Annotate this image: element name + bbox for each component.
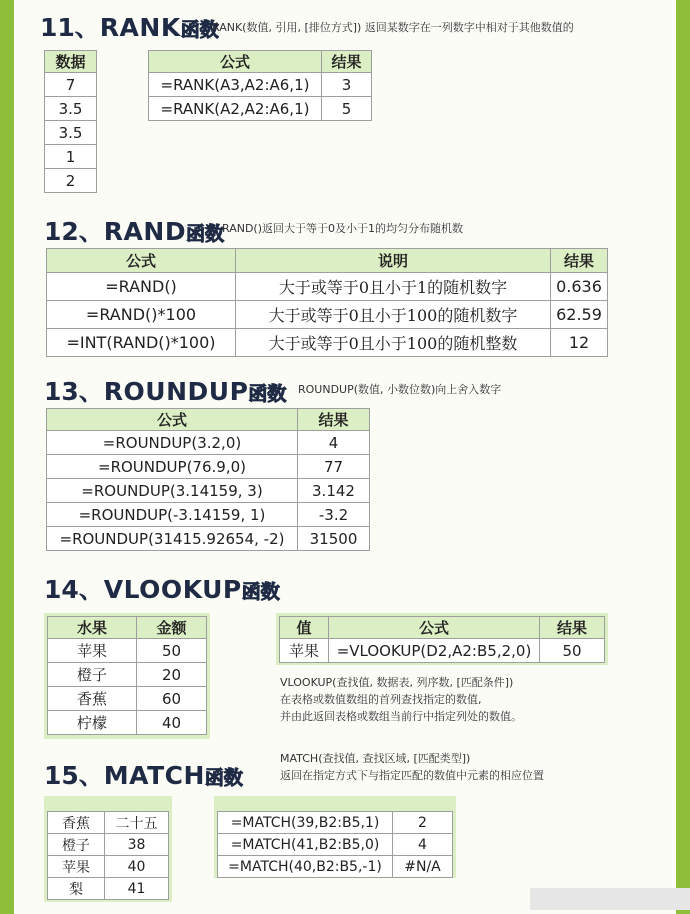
rank-formula-table [148,50,372,121]
section-12-description: RAND()返回大于等于0及小于1的均匀分布随机数 [222,222,463,235]
amount-cell: 40 [137,711,207,735]
match-syntax: MATCH(查找值, 查找区域, [匹配类型]) [280,752,471,765]
function-name: RAND [103,217,187,246]
result-cell: 4 [393,834,453,856]
item-name-cell: 梨 [48,878,105,900]
vlookup-description: 并由此返回表格或数组当前行中指定列处的数值。 [280,710,522,723]
result-cell: 0.636 [551,273,608,301]
function-suffix: 函数 [204,767,243,789]
formula-cell: =MATCH(40,B2:B5,-1) [218,856,393,878]
function-suffix: 函数 [186,223,225,245]
fruit-table [47,616,207,735]
section-number: 12、 [44,217,104,246]
column-header: 结果 [540,617,605,639]
fruit-cell: 苹果 [48,639,137,663]
formula-cell: =ROUNDUP(76.9,0) [47,455,298,479]
formula-cell: =RAND()*100 [47,301,236,329]
description-cell: 大于或等于0且小于100的随机数字 [236,301,551,329]
result-cell: 31500 [298,527,370,551]
result-cell: 62.59 [551,301,608,329]
value-cell: 苹果 [280,639,329,663]
column-header: 公式 [149,51,322,73]
formula-cell: =RANK(A2,A2:A6,1) [149,97,322,121]
item-value-cell: 40 [105,856,169,878]
fruit-cell: 橙子 [48,663,137,687]
column-header: 公式 [47,249,236,273]
column-header: 数据 [45,51,97,73]
match-items-table [47,811,169,900]
fruit-cell: 香蕉 [48,687,137,711]
result-cell: 3 [322,73,372,97]
column-header: 结果 [322,51,372,73]
function-name: VLOOKUP [103,575,242,604]
section-13-title [44,372,286,408]
column-header: 金额 [137,617,207,639]
data-cell: 3.5 [45,121,97,145]
section-number: 13、 [44,377,104,406]
data-cell: 1 [45,145,97,169]
function-name: ROUNDUP [103,377,249,406]
function-suffix: 函数 [241,581,280,603]
amount-cell: 20 [137,663,207,687]
formula-cell: =MATCH(41,B2:B5,0) [218,834,393,856]
item-value-cell: 二十五 [105,812,169,834]
fruit-cell: 柠檬 [48,711,137,735]
column-header: 说明 [236,249,551,273]
section-number: 15、 [44,761,104,790]
function-name: MATCH [103,761,205,790]
result-cell: 77 [298,455,370,479]
result-cell: 2 [393,812,453,834]
vlookup-syntax: VLOOKUP(查找值, 数据表, 列序数, [匹配条件]) [280,676,514,689]
formula-cell: =ROUNDUP(31415.92654, -2) [47,527,298,551]
data-cell: 7 [45,73,97,97]
result-cell: 4 [298,431,370,455]
formula-cell: =RANK(A3,A2:A6,1) [149,73,322,97]
formula-cell: =VLOOKUP(D2,A2:B5,2,0) [329,639,540,663]
item-value-cell: 41 [105,878,169,900]
column-header: 结果 [298,409,370,431]
amount-cell: 50 [137,639,207,663]
result-cell: 5 [322,97,372,121]
section-number: 14、 [44,575,104,604]
formula-cell: =ROUNDUP(3.14159, 3) [47,479,298,503]
rand-table [46,248,608,357]
column-header: 公式 [47,409,298,431]
formula-cell: =ROUNDUP(-3.14159, 1) [47,503,298,527]
amount-cell: 60 [137,687,207,711]
item-value-cell: 38 [105,834,169,856]
function-suffix: 函数 [248,383,287,405]
roundup-table [46,408,370,551]
lookup-table [279,616,605,663]
result-cell: 12 [551,329,608,357]
section-14-title [44,570,280,606]
vlookup-description: 在表格或数值数组的首列查找指定的数值, [280,693,482,706]
function-suffix: 函数 [180,19,219,41]
section-11-description: RANK(数值, 引用, [排位方式]) 返回某数字在一列数字中相对于其他数值的 [212,21,574,34]
description-cell: 大于或等于0且小于100的随机整数 [236,329,551,357]
column-header: 结果 [551,249,608,273]
result-cell: 3.142 [298,479,370,503]
section-15-title [44,756,243,792]
rank-data-table [44,50,97,193]
section-13-description: ROUNDUP(数值, 小数位数)向上舍入数字 [298,383,502,396]
formula-cell: =MATCH(39,B2:B5,1) [218,812,393,834]
item-name-cell: 香蕉 [48,812,105,834]
function-name: RANK [99,13,181,42]
item-name-cell: 苹果 [48,856,105,878]
data-cell: 3.5 [45,97,97,121]
formula-cell: =INT(RAND()*100) [47,329,236,357]
section-12-title [44,212,224,248]
column-header: 水果 [48,617,137,639]
result-cell: #N/A [393,856,453,878]
formula-cell: =ROUNDUP(3.2,0) [47,431,298,455]
result-cell: 50 [540,639,605,663]
formula-cell: =RAND() [47,273,236,301]
section-number: 11、 [40,13,100,42]
column-header: 值 [280,617,329,639]
match-description: 返回在指定方式下与指定匹配的数值中元素的相应位置 [280,769,544,782]
watermark-bar [530,888,690,910]
section-11-title [40,8,219,44]
match-formula-table [217,811,453,878]
item-name-cell: 橙子 [48,834,105,856]
description-cell: 大于或等于0且小于1的随机数字 [236,273,551,301]
data-cell: 2 [45,169,97,193]
column-header: 公式 [329,617,540,639]
result-cell: -3.2 [298,503,370,527]
